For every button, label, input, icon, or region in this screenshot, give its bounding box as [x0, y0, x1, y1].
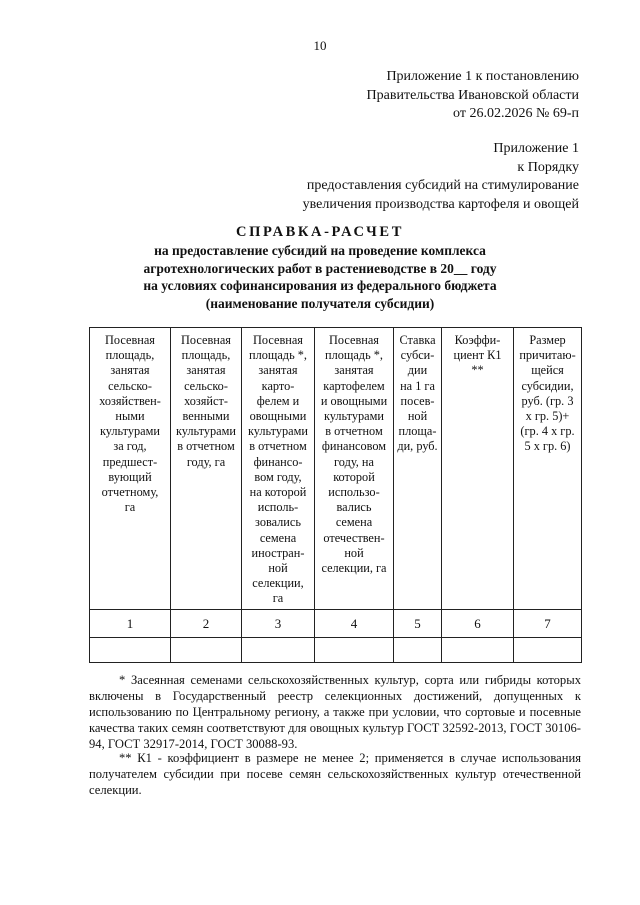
annex-line: Приложение 1 к постановлению: [386, 69, 579, 84]
header-line: за год,: [113, 439, 147, 454]
footnote-text: ** К1 - коэффициент в размере не менее 2; применяется в случае использования получателем субсидии при посеве семян сельскохозяйственных культур отечественной селекции.: [89, 751, 581, 797]
annex-decree-reference: [367, 68, 579, 124]
header-line: предшест-: [102, 454, 158, 469]
table-empty-cell: [442, 637, 514, 662]
annex-procedure-reference: [303, 140, 579, 214]
header-line: посев-: [400, 393, 435, 408]
header-line: фелем и: [256, 393, 300, 408]
header-line: занятая: [110, 363, 150, 378]
header-line: ными: [115, 409, 145, 424]
header-line: щейся: [531, 363, 564, 378]
header-line: Посевная: [329, 333, 379, 347]
header-line: хозяйствен-: [99, 393, 161, 408]
header-line: ной: [407, 409, 428, 424]
header-line: га: [272, 591, 284, 606]
header-line: отечествен-: [323, 530, 385, 545]
annex-line: Приложение 1: [493, 141, 579, 156]
table-header-cell: [514, 328, 582, 610]
header-line: (гр. 4 х гр.: [520, 424, 575, 439]
footnote-star: [89, 672, 581, 752]
table-empty-cell: [315, 637, 394, 662]
header-line: сельско-: [108, 378, 152, 393]
header-line: площадь *,: [249, 348, 307, 363]
header-line: циент К1: [453, 348, 502, 363]
header-line: занятая: [186, 363, 226, 378]
column-number-cell: 2: [171, 609, 242, 637]
document-title: [0, 223, 640, 312]
annex-line: от 26.02.2026 № 69-п: [453, 106, 579, 121]
annex-line: к Порядку: [517, 159, 579, 175]
header-line: году, га: [186, 454, 226, 469]
header-line: в отчетном: [249, 439, 307, 454]
column-number-cell: 4: [315, 609, 394, 637]
footnote-text: * Засеянная семенами сельскохозяйственных культур, сорта или гибриды которых включены в Государственный реестр селекционных достижений, допущенных к использованию по Центральному региону, а также при условии, что сортовые и посевные качества таких семян соответствуют для овощных культур ГОСТ 32592-2013, ГОСТ 30106-94, ГОСТ 32917-2014, ГОСТ 30088-93.: [89, 673, 581, 751]
header-line: занятая: [258, 363, 298, 378]
header-line: году, на: [334, 454, 374, 469]
header-line: площадь,: [105, 348, 155, 363]
header-line: иностран-: [251, 545, 305, 560]
header-line: селекции,: [252, 576, 304, 591]
table-column-number-row: [90, 609, 582, 637]
title-line: на предоставление субсидий на проведение комплекса: [154, 243, 486, 258]
header-line: картофелем: [323, 378, 385, 393]
header-line: Посевная: [105, 333, 155, 347]
page-number: 10: [313, 38, 327, 53]
header-line: га: [124, 500, 136, 515]
footnote-double-star: [89, 750, 581, 798]
header-line: площадь *,: [325, 348, 383, 363]
annex-line: увеличения производства картофеля и овощей: [302, 196, 579, 212]
header-line: ной: [344, 545, 364, 560]
column-number-cell: 1: [90, 609, 171, 637]
header-line: венными: [182, 409, 230, 424]
header-line: овощными: [249, 409, 307, 424]
title-heading: СПРАВКА-РАСЧЕТ: [236, 224, 404, 240]
header-line: руб. (гр. 3: [521, 393, 574, 408]
header-line: площадь,: [181, 348, 231, 363]
table-header-cell: [315, 328, 394, 610]
column-number-cell: 5: [394, 609, 442, 637]
header-line: субси-: [400, 348, 435, 363]
header-line: зовались: [255, 515, 301, 530]
header-line: ди, руб.: [397, 439, 438, 454]
header-line: **: [471, 363, 484, 378]
header-line: Посевная: [253, 333, 303, 347]
table-empty-cell: [242, 637, 315, 662]
title-line: агротехнологических работ в растениеводстве в 20__ году: [143, 260, 497, 276]
table-header-cell: [90, 328, 171, 610]
annex-line: предоставления субсидий на стимулирование: [306, 178, 579, 193]
header-line: карто-: [261, 378, 295, 393]
header-line: Коэффи-: [454, 333, 501, 347]
header-line: которой: [333, 469, 375, 484]
table-header-cell: [442, 328, 514, 610]
header-line: финансовом: [321, 439, 387, 454]
table-header-cell: [394, 328, 442, 610]
header-line: причитаю-: [519, 348, 576, 363]
header-line: использо-: [328, 485, 380, 500]
header-line: х гр. 5)+: [525, 409, 570, 424]
table-header-row: [90, 328, 582, 610]
column-number-cell: 7: [514, 609, 582, 637]
table-empty-cell: [394, 637, 442, 662]
header-line: площа-: [398, 424, 437, 439]
header-line: Посевная: [181, 333, 231, 347]
header-line: в отчетном: [325, 424, 383, 439]
header-line: 5 х гр. 6): [524, 439, 571, 454]
header-line: вались: [336, 500, 372, 515]
table-empty-cell: [90, 637, 171, 662]
annex-line: Правительства Ивановской области: [366, 87, 579, 103]
table-empty-cell: [514, 637, 582, 662]
header-line: занятая: [334, 363, 374, 378]
header-line: в отчетном: [177, 439, 235, 454]
header-line: вующий: [108, 469, 152, 484]
title-line: (наименование получателя субсидии): [205, 295, 435, 311]
header-line: на которой: [249, 485, 307, 500]
header-line: субсидии,: [521, 378, 574, 393]
header-line: культурами: [99, 424, 160, 439]
header-line: семена: [259, 530, 297, 545]
header-line: семена: [335, 515, 373, 530]
column-number-cell: 6: [442, 609, 514, 637]
header-line: культурами: [247, 424, 308, 439]
header-line: сельско-: [184, 378, 228, 393]
column-number-cell: 3: [242, 609, 315, 637]
header-line: Ставка: [399, 333, 436, 347]
title-line: на условиях софинансирования из федерального бюджета: [143, 278, 497, 293]
header-line: и овощными: [320, 393, 388, 408]
header-line: Размер: [529, 333, 566, 347]
header-line: культурами: [323, 409, 384, 424]
header-line: исполь-: [257, 500, 299, 515]
table-empty-row: [90, 637, 582, 662]
header-line: хозяйст-: [184, 393, 228, 408]
table-header-cell: [242, 328, 315, 610]
table-header-cell: [171, 328, 242, 610]
calculation-table: [89, 327, 582, 663]
header-line: культурами: [175, 424, 236, 439]
header-line: ной: [268, 561, 288, 576]
header-line: финансо-: [253, 454, 303, 469]
header-line: дии: [407, 363, 428, 378]
header-line: вом году,: [254, 469, 302, 484]
table-empty-cell: [171, 637, 242, 662]
header-line: на 1 га: [400, 378, 435, 393]
header-line: селекции, га: [321, 561, 387, 576]
header-line: отчетному,: [101, 485, 159, 500]
